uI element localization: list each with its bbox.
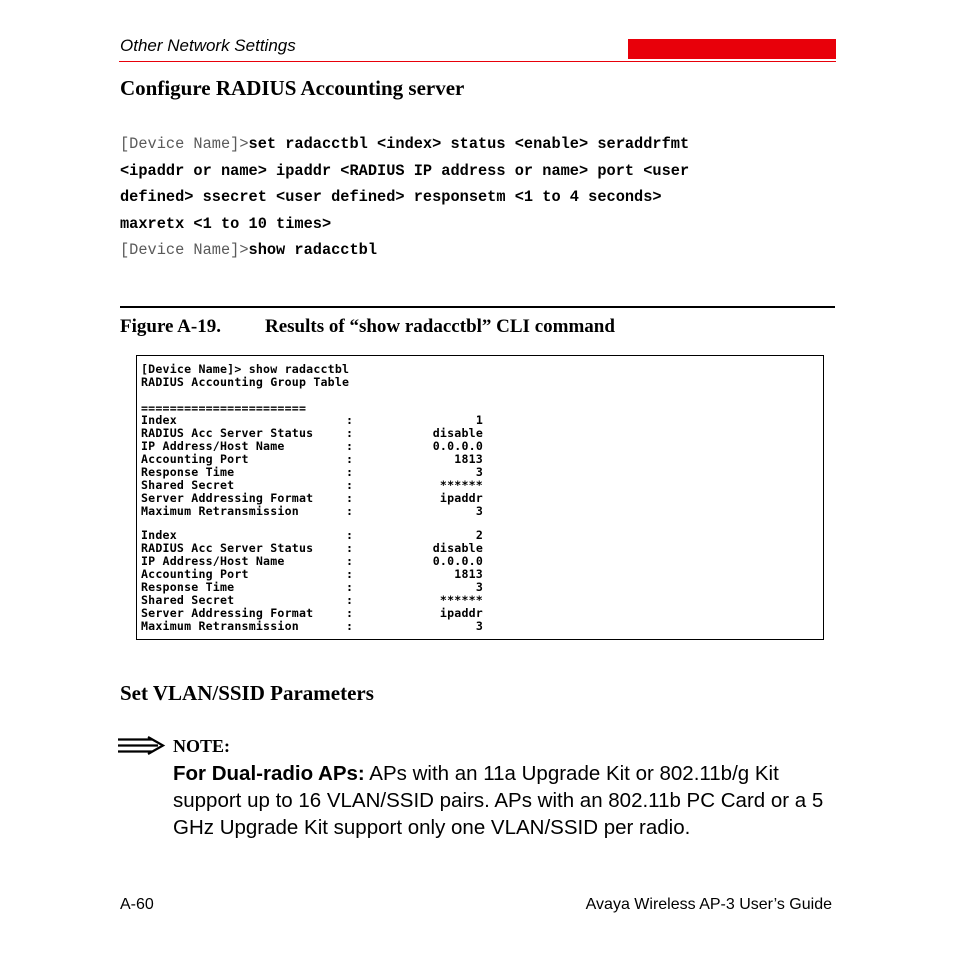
- terminal-row: Shared Secret : ******: [141, 593, 483, 607]
- row-value: disable: [432, 426, 483, 440]
- row-value: ipaddr: [439, 606, 483, 620]
- row-label: Shared Secret: [141, 593, 235, 607]
- terminal-row: IP Address/Host Name : 0.0.0.0: [141, 554, 483, 568]
- row-value: 0.0.0.0: [432, 439, 483, 453]
- row-label: Maximum Retransmission: [141, 504, 299, 518]
- cli-line: [120, 184, 840, 211]
- row-label: Maximum Retransmission: [141, 619, 299, 633]
- terminal-row: Index : 2: [141, 528, 483, 542]
- terminal-row: Index : 1: [141, 413, 483, 427]
- figure-caption-text: Results of “show radacctbl” CLI command: [265, 316, 615, 337]
- row-label: Index: [141, 413, 177, 427]
- terminal-command-line: [Device Name]> show radacctbl: [141, 362, 350, 376]
- row-label: Accounting Port: [141, 452, 249, 466]
- row-label: RADIUS Acc Server Status: [141, 426, 314, 440]
- row-label: RADIUS Acc Server Status: [141, 541, 314, 555]
- note-arrow-icon: [118, 736, 166, 756]
- terminal-screenshot: [136, 355, 824, 640]
- terminal-row: Response Time : 3: [141, 580, 483, 594]
- row-value: 0.0.0.0: [432, 554, 483, 568]
- row-label: Response Time: [141, 580, 235, 594]
- terminal-row: Shared Secret : ******: [141, 478, 483, 492]
- terminal-row: Maximum Retransmission : 3: [141, 619, 483, 633]
- cli-command: defined> ssecret <user defined> responsetm <1 to 4 seconds>: [120, 188, 662, 206]
- terminal-row: Accounting Port : 1813: [141, 452, 483, 466]
- terminal-row: IP Address/Host Name : 0.0.0.0: [141, 439, 483, 453]
- row-label: Index: [141, 528, 177, 542]
- note-title: NOTE:: [173, 736, 231, 756]
- row-label: Response Time: [141, 465, 235, 479]
- section-heading-vlan-ssid: Set VLAN/SSID Parameters: [120, 681, 374, 705]
- cli-line: [120, 237, 840, 264]
- cli-command: set radacctbl <index> status <enable> seraddrfmt: [248, 135, 690, 153]
- row-label: Accounting Port: [141, 567, 249, 581]
- figure-rule: [120, 306, 835, 308]
- note-text: APs with an 11a Upgrade Kit or 802.11b/g Kit support up to 16 VLAN/SSID pairs. APs with an 802.11b PC Card or a 5 GHz Upgrade Kit support only one VLAN/SSID per radio.: [173, 762, 824, 839]
- cli-prompt: [Device Name]>: [120, 241, 249, 259]
- header-red-bar: [628, 39, 836, 59]
- terminal-separator: =======================: [141, 401, 307, 415]
- row-value: 3: [475, 504, 483, 518]
- row-value: 2: [475, 528, 483, 542]
- terminal-row: RADIUS Acc Server Status : disable: [141, 426, 483, 440]
- cli-command-block: [120, 131, 840, 264]
- row-label: Server Addressing Format: [141, 606, 314, 620]
- row-label: IP Address/Host Name: [141, 554, 285, 568]
- terminal-table-title: RADIUS Accounting Group Table: [141, 375, 350, 389]
- row-value: ******: [439, 478, 483, 492]
- figure-caption: [120, 314, 615, 340]
- section-heading-radius-accounting: Configure RADIUS Accounting server: [120, 76, 465, 100]
- guide-title: Avaya Wireless AP-3 User’s Guide: [585, 896, 832, 913]
- row-value: 1813: [454, 452, 483, 466]
- row-label: IP Address/Host Name: [141, 439, 285, 453]
- row-value: 3: [475, 619, 483, 633]
- row-value: 1813: [454, 567, 483, 581]
- figure-number: Figure A-19.: [120, 316, 221, 337]
- terminal-row: Server Addressing Format : ipaddr: [141, 491, 483, 505]
- terminal-row: Server Addressing Format : ipaddr: [141, 606, 483, 620]
- cli-command: show radacctbl: [248, 241, 378, 259]
- row-value: ******: [439, 593, 483, 607]
- note-body: [173, 760, 843, 841]
- row-value: 3: [475, 580, 483, 594]
- terminal-row: Maximum Retransmission : 3: [141, 504, 483, 518]
- running-header-title: Other Network Settings: [120, 36, 296, 55]
- cli-command: <ipaddr or name> ipaddr <RADIUS IP address or name> port <user: [120, 161, 690, 180]
- row-label: Server Addressing Format: [141, 491, 314, 505]
- row-value: disable: [432, 541, 483, 555]
- terminal-row: Response Time : 3: [141, 465, 483, 479]
- cli-prompt: [Device Name]>: [120, 135, 249, 153]
- note-lead: For Dual-radio APs:: [173, 762, 365, 785]
- cli-command: maxretx <1 to 10 times>: [120, 214, 332, 233]
- row-value: 1: [475, 413, 483, 427]
- row-label: Shared Secret: [141, 478, 235, 492]
- terminal-row: RADIUS Acc Server Status : disable: [141, 541, 483, 555]
- terminal-row: Accounting Port : 1813: [141, 567, 483, 581]
- cli-line: [120, 131, 840, 158]
- row-value: ipaddr: [439, 491, 483, 505]
- row-value: 3: [475, 465, 483, 479]
- cli-line: [120, 158, 840, 185]
- header-rule: [119, 61, 836, 62]
- page-number: A-60: [120, 896, 154, 913]
- cli-line: [120, 211, 840, 238]
